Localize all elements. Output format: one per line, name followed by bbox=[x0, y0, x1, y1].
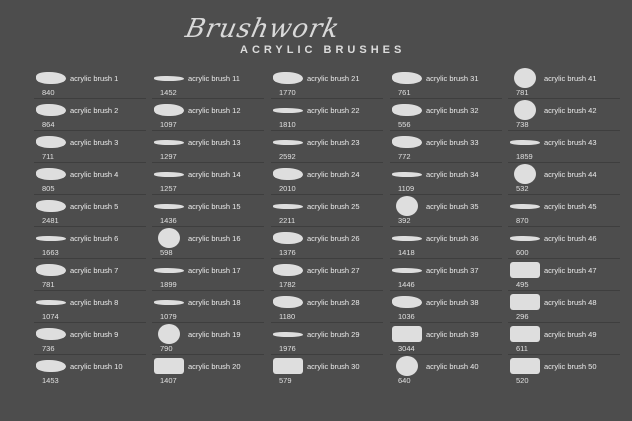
brush-size: 761 bbox=[398, 88, 411, 97]
row-divider bbox=[508, 194, 620, 195]
brush-stroke-icon bbox=[154, 104, 184, 116]
brush-preset-item[interactable] bbox=[152, 68, 270, 100]
brand-script-title: Brushwork bbox=[182, 14, 343, 44]
brush-stroke-icon bbox=[510, 294, 540, 310]
brush-size: 864 bbox=[42, 120, 55, 129]
brush-name: acrylic brush 36 bbox=[426, 234, 479, 243]
brush-size: 1436 bbox=[160, 216, 177, 225]
brush-stroke-icon bbox=[392, 296, 422, 308]
brush-size: 495 bbox=[516, 280, 529, 289]
brush-name: acrylic brush 30 bbox=[307, 362, 360, 371]
row-divider bbox=[390, 98, 502, 99]
brush-preset-item[interactable] bbox=[271, 132, 389, 164]
row-divider bbox=[390, 322, 502, 323]
brush-stroke-icon bbox=[36, 136, 66, 148]
brush-name: acrylic brush 1 bbox=[70, 74, 119, 83]
brush-name: acrylic brush 45 bbox=[544, 202, 597, 211]
brush-name: acrylic brush 47 bbox=[544, 266, 597, 275]
brush-preset-item[interactable] bbox=[271, 196, 389, 228]
brush-stroke-icon bbox=[36, 200, 66, 212]
brush-stroke-icon bbox=[510, 204, 540, 209]
brush-size: 790 bbox=[160, 344, 173, 353]
brush-preset-item[interactable] bbox=[152, 228, 270, 260]
row-divider bbox=[271, 162, 383, 163]
row-divider bbox=[152, 322, 264, 323]
brush-stroke-icon bbox=[273, 168, 303, 180]
row-divider bbox=[152, 162, 264, 163]
row-divider bbox=[34, 322, 146, 323]
brush-preset-item[interactable] bbox=[390, 292, 508, 324]
row-divider bbox=[271, 98, 383, 99]
brush-stroke-icon bbox=[273, 264, 303, 276]
brush-preset-item[interactable] bbox=[34, 68, 152, 100]
brush-preset-item[interactable] bbox=[34, 132, 152, 164]
brush-stroke-icon bbox=[36, 264, 66, 276]
brush-stroke-icon bbox=[273, 204, 303, 209]
brush-preset-item[interactable] bbox=[390, 164, 508, 196]
brush-size: 840 bbox=[42, 88, 55, 97]
row-divider bbox=[508, 162, 620, 163]
row-divider bbox=[390, 258, 502, 259]
brush-size: 1976 bbox=[279, 344, 296, 353]
brush-name: acrylic brush 10 bbox=[70, 362, 123, 371]
brush-size: 579 bbox=[279, 376, 292, 385]
brush-name: acrylic brush 11 bbox=[188, 74, 240, 83]
brush-size: 736 bbox=[42, 344, 55, 353]
brush-stroke-icon bbox=[392, 136, 422, 148]
brush-preset-item[interactable] bbox=[34, 228, 152, 260]
brush-stroke-icon bbox=[273, 332, 303, 337]
brush-stroke-icon bbox=[392, 72, 422, 84]
brush-size: 738 bbox=[516, 120, 529, 129]
brush-name: acrylic brush 14 bbox=[188, 170, 241, 179]
brush-stroke-icon bbox=[392, 268, 422, 273]
brush-preset-item[interactable] bbox=[390, 356, 508, 388]
brush-preset-item[interactable] bbox=[508, 132, 626, 164]
brush-preset-item[interactable] bbox=[508, 164, 626, 196]
brush-name: acrylic brush 38 bbox=[426, 298, 479, 307]
brush-name: acrylic brush 2 bbox=[70, 106, 119, 115]
brush-name: acrylic brush 16 bbox=[188, 234, 241, 243]
brush-size: 2481 bbox=[42, 216, 59, 225]
row-divider bbox=[271, 226, 383, 227]
brush-name: acrylic brush 49 bbox=[544, 330, 597, 339]
brush-size: 1074 bbox=[42, 312, 59, 321]
brush-stroke-icon bbox=[510, 236, 540, 241]
brush-name: acrylic brush 46 bbox=[544, 234, 597, 243]
brush-stroke-icon bbox=[273, 296, 303, 308]
brush-size: 556 bbox=[398, 120, 411, 129]
brush-stroke-icon bbox=[273, 108, 303, 113]
brush-stroke-icon bbox=[514, 68, 536, 88]
brush-preset-item[interactable] bbox=[508, 356, 626, 388]
row-divider bbox=[34, 226, 146, 227]
brush-name: acrylic brush 13 bbox=[188, 138, 241, 147]
row-divider bbox=[508, 354, 620, 355]
brush-size: 1097 bbox=[160, 120, 177, 129]
brush-preset-item[interactable] bbox=[152, 292, 270, 324]
row-divider bbox=[508, 258, 620, 259]
brush-stroke-icon bbox=[510, 140, 540, 145]
brush-name: acrylic brush 34 bbox=[426, 170, 479, 179]
brush-name: acrylic brush 27 bbox=[307, 266, 360, 275]
row-divider bbox=[271, 290, 383, 291]
brush-stroke-icon bbox=[36, 72, 66, 84]
brush-stroke-icon bbox=[392, 172, 422, 177]
brush-name: acrylic brush 24 bbox=[307, 170, 360, 179]
brush-preset-item[interactable] bbox=[508, 196, 626, 228]
brush-grid bbox=[34, 68, 624, 388]
brush-size: 1109 bbox=[398, 184, 415, 193]
brush-size: 1810 bbox=[279, 120, 296, 129]
brush-name: acrylic brush 40 bbox=[426, 362, 479, 371]
row-divider bbox=[508, 322, 620, 323]
brush-preset-item[interactable] bbox=[34, 260, 152, 292]
brush-stroke-icon bbox=[392, 104, 422, 116]
row-divider bbox=[508, 226, 620, 227]
brush-preset-item[interactable] bbox=[152, 100, 270, 132]
row-divider bbox=[34, 130, 146, 131]
brush-preset-item[interactable] bbox=[34, 100, 152, 132]
brush-preset-item[interactable] bbox=[152, 324, 270, 356]
row-divider bbox=[34, 258, 146, 259]
brush-size: 1452 bbox=[160, 88, 177, 97]
brush-name: acrylic brush 37 bbox=[426, 266, 479, 275]
brush-stroke-icon bbox=[510, 262, 540, 278]
brush-preset-item[interactable] bbox=[390, 228, 508, 260]
row-divider bbox=[271, 130, 383, 131]
brush-name: acrylic brush 26 bbox=[307, 234, 360, 243]
brush-size: 1782 bbox=[279, 280, 296, 289]
row-divider bbox=[152, 354, 264, 355]
row-divider bbox=[508, 290, 620, 291]
brush-preset-item[interactable] bbox=[271, 356, 389, 388]
brush-stroke-icon bbox=[510, 326, 540, 342]
brush-name: acrylic brush 7 bbox=[70, 266, 119, 275]
row-divider bbox=[390, 290, 502, 291]
brush-preset-item[interactable] bbox=[271, 292, 389, 324]
brush-preset-item[interactable] bbox=[152, 132, 270, 164]
brush-preset-item[interactable] bbox=[508, 100, 626, 132]
brush-preset-item[interactable] bbox=[390, 132, 508, 164]
brush-stroke-icon bbox=[154, 76, 184, 81]
brush-name: acrylic brush 31 bbox=[426, 74, 479, 83]
brush-name: acrylic brush 48 bbox=[544, 298, 597, 307]
brush-size: 1899 bbox=[160, 280, 177, 289]
row-divider bbox=[152, 98, 264, 99]
row-divider bbox=[34, 290, 146, 291]
brush-stroke-icon bbox=[154, 204, 184, 209]
row-divider bbox=[390, 226, 502, 227]
subtitle: ACRYLIC BRUSHES bbox=[240, 44, 406, 56]
brush-size: 781 bbox=[42, 280, 55, 289]
brush-size: 611 bbox=[516, 344, 528, 353]
brush-name: acrylic brush 20 bbox=[188, 362, 241, 371]
brush-stroke-icon bbox=[36, 104, 66, 116]
row-divider bbox=[271, 258, 383, 259]
brush-name: acrylic brush 6 bbox=[70, 234, 119, 243]
brush-stroke-icon bbox=[36, 300, 66, 305]
brush-size: 1663 bbox=[42, 248, 59, 257]
brush-preset-item[interactable] bbox=[152, 164, 270, 196]
brush-stroke-icon bbox=[392, 326, 422, 342]
brush-name: acrylic brush 35 bbox=[426, 202, 479, 211]
row-divider bbox=[390, 194, 502, 195]
brush-name: acrylic brush 39 bbox=[426, 330, 479, 339]
brush-preset-item[interactable] bbox=[34, 164, 152, 196]
brush-preset-item[interactable] bbox=[271, 228, 389, 260]
brush-size: 1418 bbox=[398, 248, 415, 257]
brush-name: acrylic brush 33 bbox=[426, 138, 479, 147]
brush-name: acrylic brush 22 bbox=[307, 106, 360, 115]
brush-stroke-icon bbox=[36, 236, 66, 241]
brush-name: acrylic brush 43 bbox=[544, 138, 597, 147]
brush-stroke-icon bbox=[273, 72, 303, 84]
row-divider bbox=[390, 162, 502, 163]
row-divider bbox=[271, 194, 383, 195]
brush-preset-item[interactable] bbox=[271, 324, 389, 356]
brush-size: 1770 bbox=[279, 88, 296, 97]
brush-name: acrylic brush 4 bbox=[70, 170, 119, 179]
brush-preset-item[interactable] bbox=[508, 228, 626, 260]
brush-name: acrylic brush 25 bbox=[307, 202, 360, 211]
brush-preset-item[interactable] bbox=[34, 324, 152, 356]
brush-preset-item[interactable] bbox=[271, 100, 389, 132]
brush-size: 2010 bbox=[279, 184, 296, 193]
row-divider bbox=[390, 130, 502, 131]
brush-stroke-icon bbox=[158, 324, 180, 344]
brush-preset-item[interactable] bbox=[390, 196, 508, 228]
brush-stroke-icon bbox=[510, 358, 540, 374]
brush-preset-item[interactable] bbox=[390, 324, 508, 356]
brush-stroke-icon bbox=[273, 358, 303, 374]
brush-stroke-icon bbox=[154, 172, 184, 177]
brush-preset-item[interactable] bbox=[152, 260, 270, 292]
brush-size: 1180 bbox=[279, 312, 296, 321]
brush-preset-item[interactable] bbox=[390, 68, 508, 100]
brush-name: acrylic brush 19 bbox=[188, 330, 241, 339]
brush-size: 1079 bbox=[160, 312, 177, 321]
row-divider bbox=[152, 226, 264, 227]
brush-stroke-icon bbox=[514, 100, 536, 120]
brush-name: acrylic brush 41 bbox=[544, 74, 597, 83]
brush-size: 870 bbox=[516, 216, 529, 225]
brush-size: 772 bbox=[398, 152, 411, 161]
brush-stroke-icon bbox=[36, 168, 66, 180]
row-divider bbox=[34, 98, 146, 99]
brush-size: 711 bbox=[42, 152, 54, 161]
brush-stroke-icon bbox=[154, 300, 184, 305]
brush-name: acrylic brush 32 bbox=[426, 106, 479, 115]
brush-name: acrylic brush 15 bbox=[188, 202, 241, 211]
brush-preset-item[interactable] bbox=[271, 68, 389, 100]
brush-name: acrylic brush 5 bbox=[70, 202, 119, 211]
brush-size: 1446 bbox=[398, 280, 415, 289]
brush-size: 520 bbox=[516, 376, 529, 385]
brush-stroke-icon bbox=[36, 328, 66, 340]
row-divider bbox=[152, 194, 264, 195]
brush-stroke-icon bbox=[273, 140, 303, 145]
brush-stroke-icon bbox=[273, 232, 303, 244]
brush-stroke-icon bbox=[392, 236, 422, 241]
row-divider bbox=[152, 130, 264, 131]
brush-stroke-icon bbox=[36, 360, 66, 372]
brush-preset-item[interactable] bbox=[390, 100, 508, 132]
header bbox=[0, 0, 632, 64]
brush-name: acrylic brush 18 bbox=[188, 298, 241, 307]
brush-name: acrylic brush 23 bbox=[307, 138, 360, 147]
brush-size: 805 bbox=[42, 184, 55, 193]
brush-stroke-icon bbox=[154, 140, 184, 145]
brush-stroke-icon bbox=[396, 356, 418, 376]
brush-name: acrylic brush 3 bbox=[70, 138, 119, 147]
brush-size: 1407 bbox=[160, 376, 177, 385]
brush-stroke-icon bbox=[154, 358, 184, 374]
brush-size: 3044 bbox=[398, 344, 415, 353]
brush-preset-item[interactable] bbox=[34, 356, 152, 388]
brush-size: 296 bbox=[516, 312, 529, 321]
brush-preset-item[interactable] bbox=[508, 292, 626, 324]
brush-name: acrylic brush 28 bbox=[307, 298, 360, 307]
brush-name: acrylic brush 44 bbox=[544, 170, 597, 179]
brush-preset-item[interactable] bbox=[390, 260, 508, 292]
row-divider bbox=[508, 130, 620, 131]
brush-size: 598 bbox=[160, 248, 173, 257]
brush-size: 2592 bbox=[279, 152, 296, 161]
brush-stroke-icon bbox=[514, 164, 536, 184]
brush-preset-item[interactable] bbox=[152, 356, 270, 388]
brush-size: 600 bbox=[516, 248, 529, 257]
brush-size: 781 bbox=[516, 88, 529, 97]
brush-name: acrylic brush 42 bbox=[544, 106, 597, 115]
brush-name: acrylic brush 50 bbox=[544, 362, 597, 371]
brush-size: 1036 bbox=[398, 312, 415, 321]
brush-stroke-icon bbox=[396, 196, 418, 216]
brush-size: 2211 bbox=[279, 216, 296, 225]
brush-preset-item[interactable] bbox=[271, 260, 389, 292]
brush-preset-item[interactable] bbox=[508, 260, 626, 292]
brush-size: 392 bbox=[398, 216, 411, 225]
brush-size: 532 bbox=[516, 184, 529, 193]
row-divider bbox=[271, 354, 383, 355]
brush-preset-item[interactable] bbox=[34, 292, 152, 324]
brush-preset-item[interactable] bbox=[152, 196, 270, 228]
brush-size: 1453 bbox=[42, 376, 59, 385]
row-divider bbox=[508, 98, 620, 99]
brush-preset-item[interactable] bbox=[271, 164, 389, 196]
brush-size: 640 bbox=[398, 376, 411, 385]
brush-name: acrylic brush 9 bbox=[70, 330, 119, 339]
brush-size: 1297 bbox=[160, 152, 177, 161]
row-divider bbox=[34, 162, 146, 163]
row-divider bbox=[390, 354, 502, 355]
row-divider bbox=[271, 322, 383, 323]
brush-preset-item[interactable] bbox=[508, 68, 626, 100]
brush-size: 1859 bbox=[516, 152, 533, 161]
brush-name: acrylic brush 21 bbox=[307, 74, 360, 83]
row-divider bbox=[152, 290, 264, 291]
row-divider bbox=[34, 194, 146, 195]
row-divider bbox=[34, 354, 146, 355]
row-divider bbox=[152, 258, 264, 259]
brush-name: acrylic brush 17 bbox=[188, 266, 241, 275]
brush-name: acrylic brush 8 bbox=[70, 298, 119, 307]
brush-preset-item[interactable] bbox=[34, 196, 152, 228]
brush-stroke-icon bbox=[154, 268, 184, 273]
brush-stroke-icon bbox=[158, 228, 180, 248]
brush-name: acrylic brush 29 bbox=[307, 330, 360, 339]
brush-size: 1376 bbox=[279, 248, 296, 257]
brush-preset-item[interactable] bbox=[508, 324, 626, 356]
brush-size: 1257 bbox=[160, 184, 177, 193]
brush-name: acrylic brush 12 bbox=[188, 106, 241, 115]
